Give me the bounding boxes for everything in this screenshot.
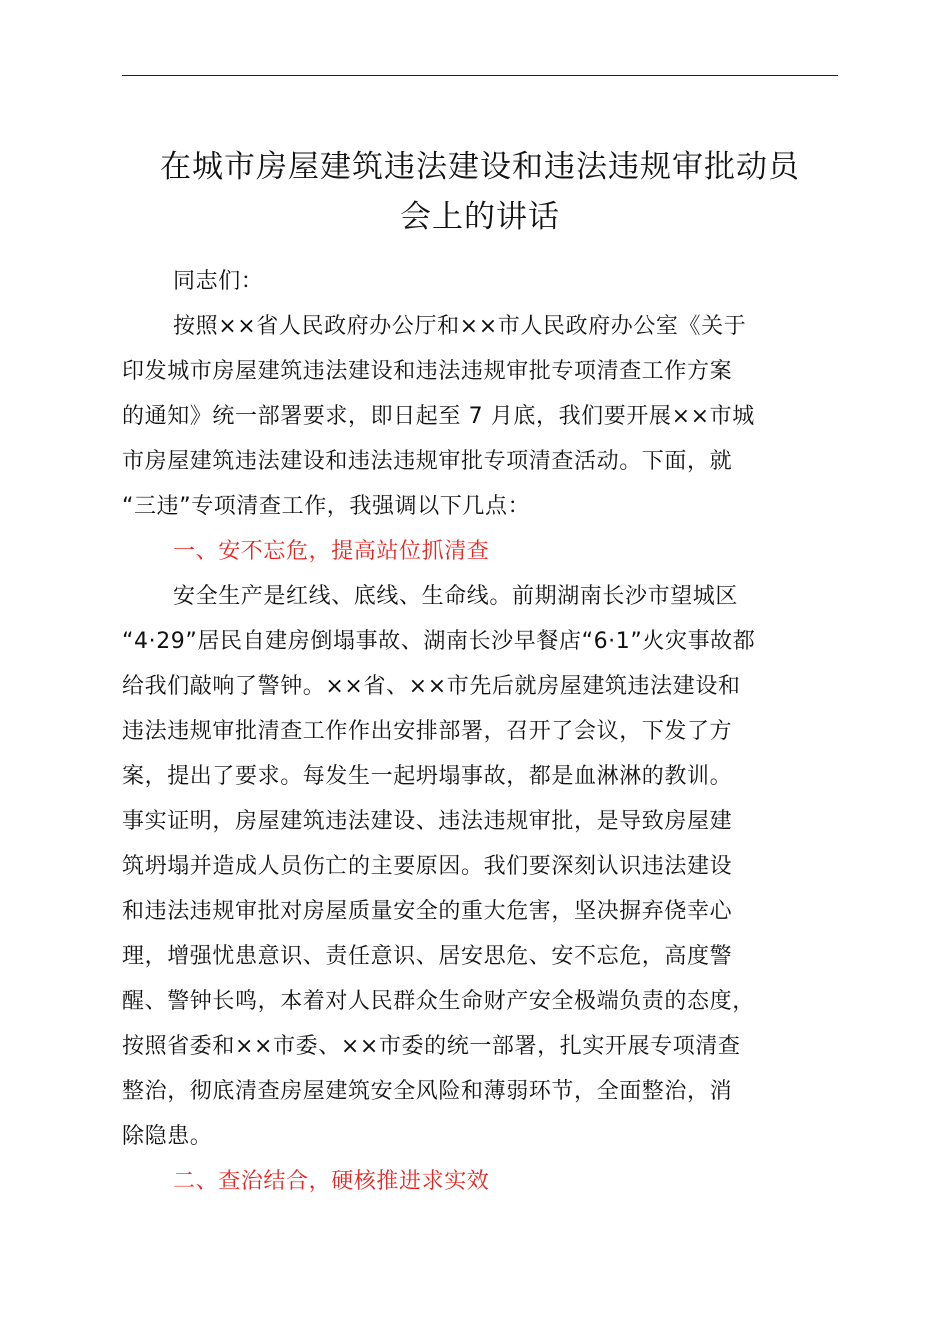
section-1-line: 和违法违规审批对房屋质量安全的重大危害，坚决摒弃侥幸心 (122, 899, 733, 924)
section-heading-2: 二、查治结合，硬核推进求实效 (173, 1169, 490, 1194)
section-1-line: 给我们敲响了警钟。××省、××市先后就房屋建筑违法建设和 (122, 674, 741, 699)
section-1-line: 安全生产是红线、底线、生命线。前期湖南长沙市望城区 (173, 584, 739, 609)
title-line-1: 在城市房屋建筑违法建设和违法违规审批动员 (160, 149, 800, 185)
section-1-line: 醒、警钟长鸣，本着对人民群众生命财产安全极端负责的态度， (122, 989, 755, 1014)
intro-line: “三违”专项清查工作，我强调以下几点： (122, 494, 531, 519)
section-1-line: 事实证明，房屋建筑违法建设、违法违规审批，是导致房屋建 (122, 809, 733, 834)
intro-line: 印发城市房屋建筑违法建设和违法违规审批专项清查工作方案 (122, 359, 733, 384)
section-1-line: 案，提出了要求。每发生一起坍塌事故，都是血淋淋的教训。 (122, 764, 733, 789)
section-1-line: 理，增强忧患意识、责任意识、居安思危、安不忘危，高度警 (122, 944, 733, 969)
intro-paragraph (122, 304, 862, 529)
section-1-line: 违法违规审批清查工作作出安排部署，召开了会议，下发了方 (122, 719, 733, 744)
section-1-line: 按照省委和××市委、××市委的统一部署，扎实开展专项清查 (122, 1034, 741, 1059)
section-1-line: 筑坍塌并造成人员伤亡的主要原因。我们要深刻认识违法建设 (122, 854, 733, 879)
salutation: 同志们： (173, 269, 264, 294)
intro-line: 市房屋建筑违法建设和违法违规审批专项清查活动。下面，就 (122, 449, 733, 474)
title-line-2: 会上的讲话 (400, 199, 560, 235)
section-1-line: “4·29”居民自建房倒塌事故、湖南长沙早餐店“6·1”火灾事故都 (122, 629, 756, 654)
section-1-line: 整治，彻底清查房屋建筑安全风险和薄弱环节，全面整治，消 (122, 1079, 733, 1104)
section-heading-1: 一、安不忘危，提高站位抓清查 (173, 539, 490, 564)
section-1-paragraph (122, 574, 862, 1159)
intro-line: 按照××省人民政府办公厅和××市人民政府办公室《关于 (173, 314, 747, 339)
document-title (110, 142, 850, 242)
section-1-line: 除隐患。 (122, 1124, 213, 1149)
intro-line: 的通知》统一部署要求，即日起至 7 月底，我们要开展××市城 (122, 404, 755, 429)
document-body (122, 259, 862, 1204)
header-rule (122, 75, 838, 76)
